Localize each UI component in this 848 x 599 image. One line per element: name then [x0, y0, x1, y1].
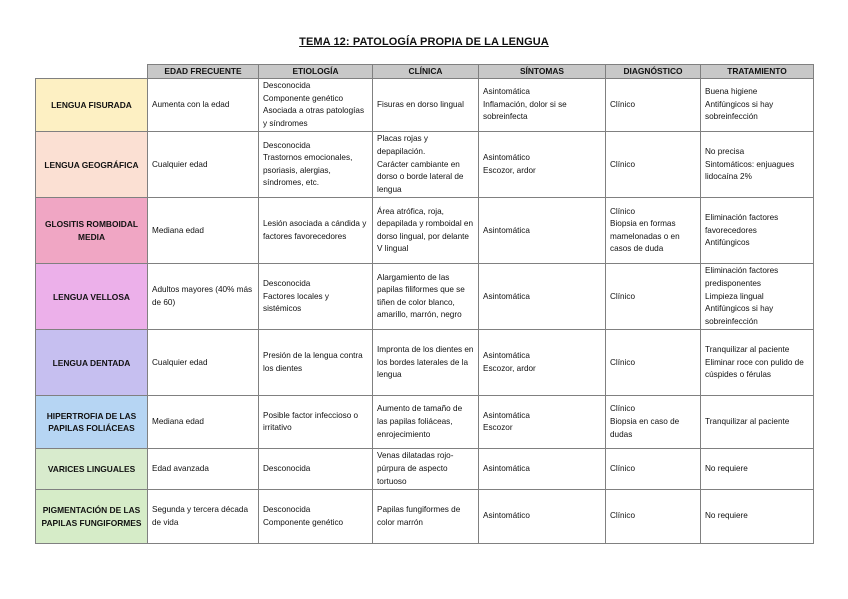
- cell-text: Eliminación factores predisponentes Limpieza lingual Antifúngicos si hay sobreinfección: [705, 266, 779, 326]
- cell-edad: [148, 264, 259, 330]
- cell-clinica: [373, 79, 479, 132]
- cell-text: Asintomático Escozor, ardor: [483, 153, 536, 175]
- cell-edad: [148, 79, 259, 132]
- cell-etiologia: [259, 264, 373, 330]
- cell-etiologia: [259, 396, 373, 449]
- cell-text: Desconocida Trastornos emocionales, psoriasis, alergias, síndromes, etc.: [263, 140, 353, 188]
- table-row: [36, 490, 814, 544]
- cell-sintomas: [479, 79, 606, 132]
- cell-text: Clínico: [610, 291, 636, 301]
- cell-text: Papilas fungiformes de color marrón: [377, 505, 461, 527]
- cell-diagnostico: [606, 264, 701, 330]
- cell-clinica: [373, 330, 479, 396]
- cell-clinica: [373, 449, 479, 490]
- cell-sintomas: [479, 198, 606, 264]
- table-row: [36, 330, 814, 396]
- cell-text: Posible factor infeccioso o irritativo: [263, 410, 359, 433]
- page-title: TEMA 12: PATOLOGÍA PROPIA DE LA LENGUA: [299, 36, 549, 48]
- table-row: [36, 396, 814, 449]
- cell-diagnostico: [606, 132, 701, 198]
- col-header-tratamiento: TRATAMIENTO: [701, 65, 814, 79]
- cell-etiologia: [259, 330, 373, 396]
- cell-text: Desconocida Componente genético Asociada a otras patologías y síndromes: [263, 81, 365, 128]
- cell-text: Cualquier edad: [152, 159, 208, 169]
- col-header-clinica: CLÍNICA: [373, 65, 479, 79]
- col-header-edad: EDAD FRECUENTE: [148, 65, 259, 79]
- cell-tratamiento: [701, 396, 814, 449]
- cell-text: Aumento de tamaño de las papilas foliáceas, enrojecimiento: [377, 404, 463, 439]
- cell-text: Asintomática: [483, 463, 530, 473]
- cell-clinica: [373, 396, 479, 449]
- cell-etiologia: [259, 449, 373, 490]
- pathology-table: [35, 64, 814, 544]
- table-row: [36, 79, 814, 132]
- cell-text: Venas dilatadas rojo-púrpura de aspecto tortuoso: [377, 451, 454, 486]
- cell-edad: [148, 330, 259, 396]
- cell-tratamiento: [701, 449, 814, 490]
- header-row: [36, 65, 814, 79]
- row-header: HIPERTROFIA DE LAS PAPILAS FOLIÁCEAS: [36, 396, 148, 449]
- cell-text: No requiere: [705, 463, 748, 473]
- cell-diagnostico: [606, 330, 701, 396]
- cell-diagnostico: [606, 198, 701, 264]
- table-row: [36, 198, 814, 264]
- cell-text: Asintomática Inflamación, dolor si se sobreinfecta: [483, 87, 567, 122]
- cell-text: Clínico: [610, 357, 636, 367]
- cell-edad: [148, 198, 259, 264]
- cell-sintomas: [479, 396, 606, 449]
- cell-text: Presión de la lengua contra los dientes: [263, 351, 363, 373]
- cell-text: Impronta de los dientes en los bordes laterales de la lengua: [377, 344, 474, 380]
- cell-text: Mediana edad: [152, 225, 204, 235]
- cell-tratamiento: [701, 490, 814, 544]
- cell-text: Aumenta con la edad: [152, 99, 230, 109]
- cell-edad: [148, 132, 259, 198]
- cell-text: Clínico Biopsia en formas mamelonadas o en casos de duda: [610, 206, 680, 254]
- cell-text: Desconocida Factores locales y sistémicos: [263, 278, 329, 314]
- table-row: [36, 449, 814, 490]
- cell-text: Desconocida: [263, 463, 311, 473]
- cell-diagnostico: [606, 449, 701, 490]
- cell-edad: [148, 396, 259, 449]
- cell-text: No precisa Sintomáticos: enjuagues lidocaína 2%: [705, 146, 795, 182]
- cell-edad: [148, 449, 259, 490]
- cell-diagnostico: [606, 396, 701, 449]
- col-header-etiologia: ETIOLOGÍA: [259, 65, 373, 79]
- cell-text: Asintomática Escozor, ardor: [483, 351, 536, 373]
- col-header-sintomas: SÍNTOMAS: [479, 65, 606, 79]
- cell-text: Asintomática: [483, 225, 530, 235]
- cell-text: Desconocida Componente genético: [263, 505, 344, 527]
- cell-text: Área atrófica, roja, depapilada y romboidal en dorso lingual, por delante V lingual: [377, 206, 474, 254]
- table-row: [36, 264, 814, 330]
- cell-text: Clínico Biopsia en caso de dudas: [610, 404, 680, 439]
- cell-sintomas: [479, 490, 606, 544]
- row-header: LENGUA GEOGRÁFICA: [36, 132, 148, 198]
- cell-text: No requiere: [705, 511, 748, 521]
- cell-clinica: [373, 490, 479, 544]
- cell-diagnostico: [606, 79, 701, 132]
- cell-etiologia: [259, 132, 373, 198]
- cell-sintomas: [479, 330, 606, 396]
- cell-text: Clínico: [610, 463, 636, 473]
- cell-sintomas: [479, 132, 606, 198]
- row-header: VARICES LINGUALES: [36, 449, 148, 490]
- cell-text: Eliminación factores favorecedores Antifúngicos: [705, 212, 779, 248]
- cell-tratamiento: [701, 79, 814, 132]
- row-header: LENGUA VELLOSA: [36, 264, 148, 330]
- cell-sintomas: [479, 264, 606, 330]
- cell-tratamiento: [701, 198, 814, 264]
- cell-text: Asintomática: [483, 291, 530, 301]
- cell-clinica: [373, 264, 479, 330]
- cell-text: Asintomático: [483, 511, 530, 521]
- cell-sintomas: [479, 449, 606, 490]
- cell-text: Fisuras en dorso lingual: [377, 99, 464, 109]
- cell-text: Segunda y tercera década de vida: [152, 505, 249, 527]
- cell-text: Cualquier edad: [152, 357, 208, 367]
- corner-cell: [36, 65, 148, 79]
- cell-etiologia: [259, 79, 373, 132]
- cell-text: Buena higiene Antifúngicos si hay sobreinfección: [705, 87, 774, 122]
- table-row: [36, 132, 814, 198]
- cell-text: Clínico: [610, 159, 636, 169]
- cell-tratamiento: [701, 264, 814, 330]
- col-header-diagnostico: DIAGNÓSTICO: [606, 65, 701, 79]
- cell-etiologia: [259, 198, 373, 264]
- cell-text: Asintomática Escozor: [483, 410, 530, 433]
- row-header: PIGMENTACIÓN DE LAS PAPILAS FUNGIFORMES: [36, 490, 148, 544]
- cell-edad: [148, 490, 259, 544]
- cell-text: Edad avanzada: [152, 463, 209, 473]
- row-header: LENGUA DENTADA: [36, 330, 148, 396]
- row-header: GLOSITIS ROMBOIDAL MEDIA: [36, 198, 148, 264]
- cell-text: Adultos mayores (40% más de 60): [152, 285, 253, 307]
- cell-tratamiento: [701, 330, 814, 396]
- cell-tratamiento: [701, 132, 814, 198]
- cell-text: Lesión asociada a cándida y factores favorecedores: [263, 219, 367, 241]
- cell-clinica: [373, 198, 479, 264]
- cell-clinica: [373, 132, 479, 198]
- cell-text: Mediana edad: [152, 417, 204, 427]
- cell-text: Tranquilizar al paciente Eliminar roce con pulido de cúspides o férulas: [705, 344, 804, 380]
- cell-diagnostico: [606, 490, 701, 544]
- row-header: LENGUA FISURADA: [36, 79, 148, 132]
- cell-text: Tranquilizar al paciente: [705, 417, 790, 427]
- cell-text: Placas rojas y depapilación. Carácter cambiante en dorso o borde lateral de lengua: [377, 134, 464, 194]
- cell-text: Clínico: [610, 99, 636, 109]
- cell-etiologia: [259, 490, 373, 544]
- cell-text: Alargamiento de las papilas filiformes que se tiñen de color blanco, amarillo, marrón, negro: [377, 272, 465, 320]
- cell-text: Clínico: [610, 511, 636, 521]
